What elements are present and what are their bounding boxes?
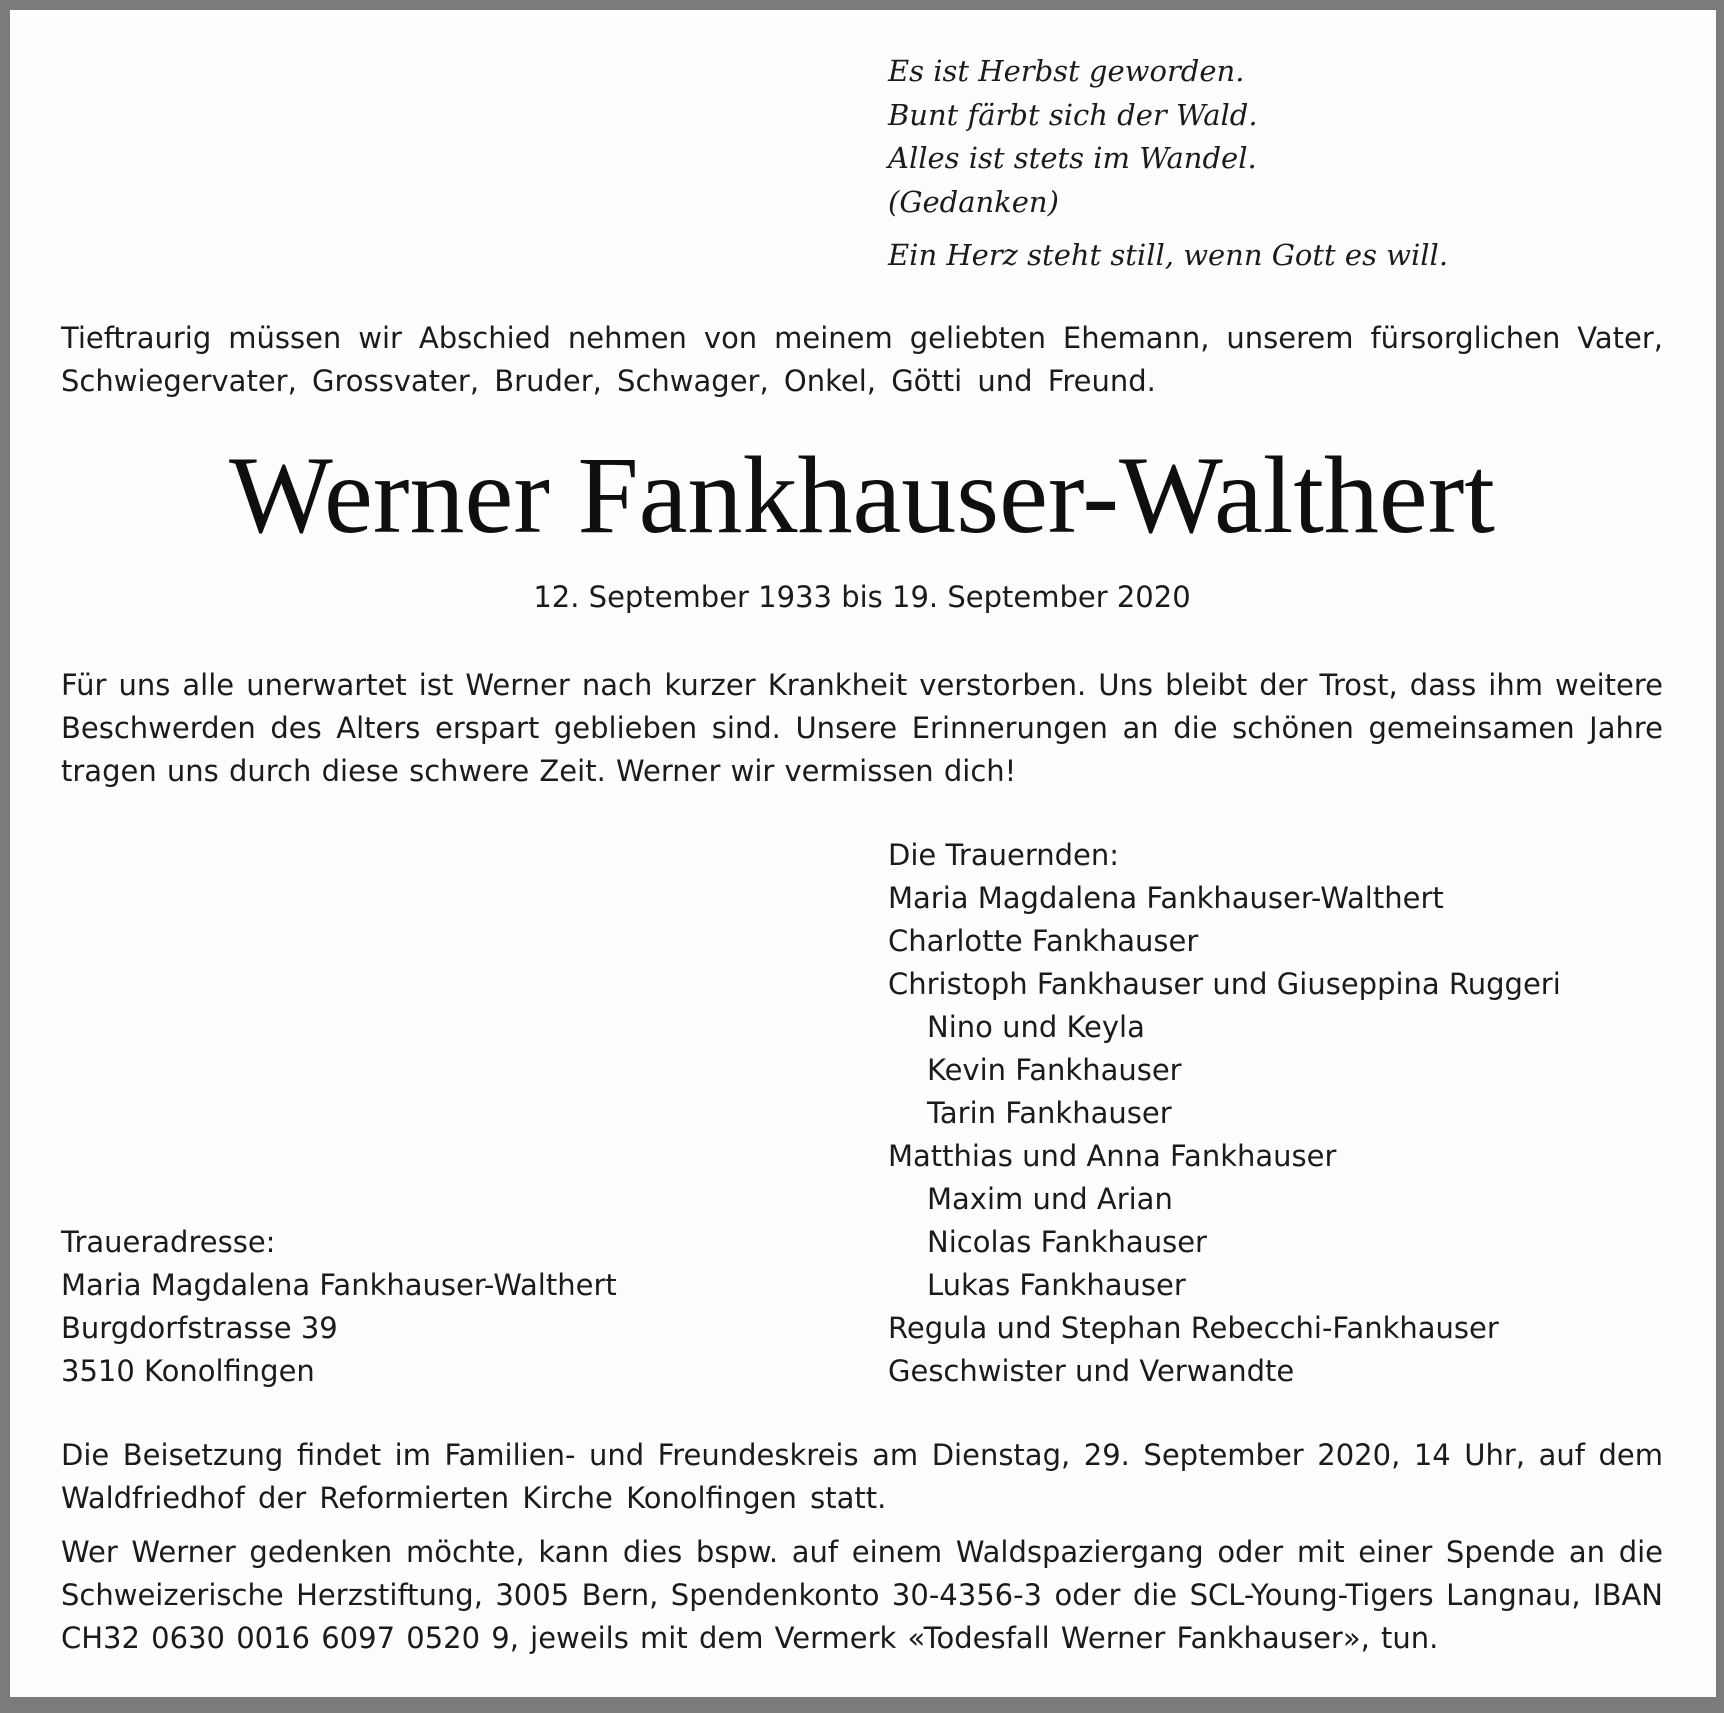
mourners-heading: Die Trauernden: xyxy=(888,838,1120,872)
mourner-entry: Nicolas Fankhauser xyxy=(927,1225,1207,1259)
mourner-entry: Lukas Fankhauser xyxy=(927,1268,1186,1302)
mourner-entry: Maxim und Arian xyxy=(927,1182,1173,1216)
life-dates: 12. September 1933 bis 19. September 2020 xyxy=(533,580,1191,614)
mourner-entry: Charlotte Fankhauser xyxy=(888,924,1199,958)
funeral-text: Die Beisetzung findet im Familien- und Freundeskreis am Dienstag, 29. September 2020, 14 Uhr, auf dem Waldfriedhof der Reformierten Kirche Konolfingen statt. xyxy=(61,1438,1663,1515)
mourner-entry: Regula und Stephan Rebecchi-Fankhauser xyxy=(888,1311,1499,1345)
poem-line: (Gedanken) xyxy=(888,184,1059,219)
poem-line: Es ist Herbst geworden. xyxy=(888,54,1245,88)
poem-closing-line: Ein Herz steht still, wenn Gott es will. xyxy=(888,238,1449,272)
mourner-entry: Matthias und Anna Fankhauser xyxy=(888,1139,1337,1173)
poem xyxy=(888,50,1448,278)
mourner-entry: Tarin Fankhauser xyxy=(927,1096,1172,1130)
mourner-entry: Kevin Fankhauser xyxy=(927,1053,1182,1087)
mourner-entry: Christoph Fankhauser und Giuseppina Ruggeri xyxy=(888,967,1561,1001)
address-heading: Traueradresse: xyxy=(61,1225,276,1259)
mourning-address xyxy=(61,1221,617,1393)
mourners-list xyxy=(888,834,1561,1393)
poem-line: Bunt färbt sich der Wald. xyxy=(888,97,1258,132)
address-line: Burgdorfstrasse 39 xyxy=(61,1311,338,1345)
address-line: 3510 Konolfingen xyxy=(61,1354,315,1388)
mourner-entry: Maria Magdalena Fankhauser-Walthert xyxy=(888,881,1444,915)
message-text: Für uns alle unerwartet ist Werner nach kurzer Krankheit verstorben. Uns bleibt der Trost, dass ihm weitere Beschwerden des Alters erspart geblieben sind. Unsere Erinnerungen an die schönen gemeinsamen Jahre tragen uns durch diese schwere Zeit. Werner wir vermissen dich! xyxy=(61,668,1663,788)
address-line: Maria Magdalena Fankhauser-Walthert xyxy=(61,1268,617,1302)
donation-text: Wer Werner gedenken möchte, kann dies bspw. auf einem Waldspaziergang oder mit einer Spende an die Schweizerische Herzstiftung, 3005 Bern, Spendenkonto 30-4356-3 oder die SCL-Young-Tigers Langnau, IBAN CH32 0630 0016 6097 0520 9, jeweils mit dem Vermerk «Todesfall Werner Fankhauser», tun. xyxy=(61,1535,1663,1655)
poem-line: Alles ist stets im Wandel. xyxy=(888,141,1257,175)
mourner-entry: Geschwister und Verwandte xyxy=(888,1354,1295,1388)
deceased-name: Werner Fankhauser-Walthert xyxy=(229,434,1495,556)
mourner-entry: Nino und Keyla xyxy=(927,1010,1145,1044)
intro-text: Tieftraurig müssen wir Abschied nehmen von meinem geliebten Ehemann, unserem fürsorglichen Vater, Schwiegervater, Grossvater, Bruder, Schwager, Onkel, Götti und Freund. xyxy=(61,321,1663,398)
